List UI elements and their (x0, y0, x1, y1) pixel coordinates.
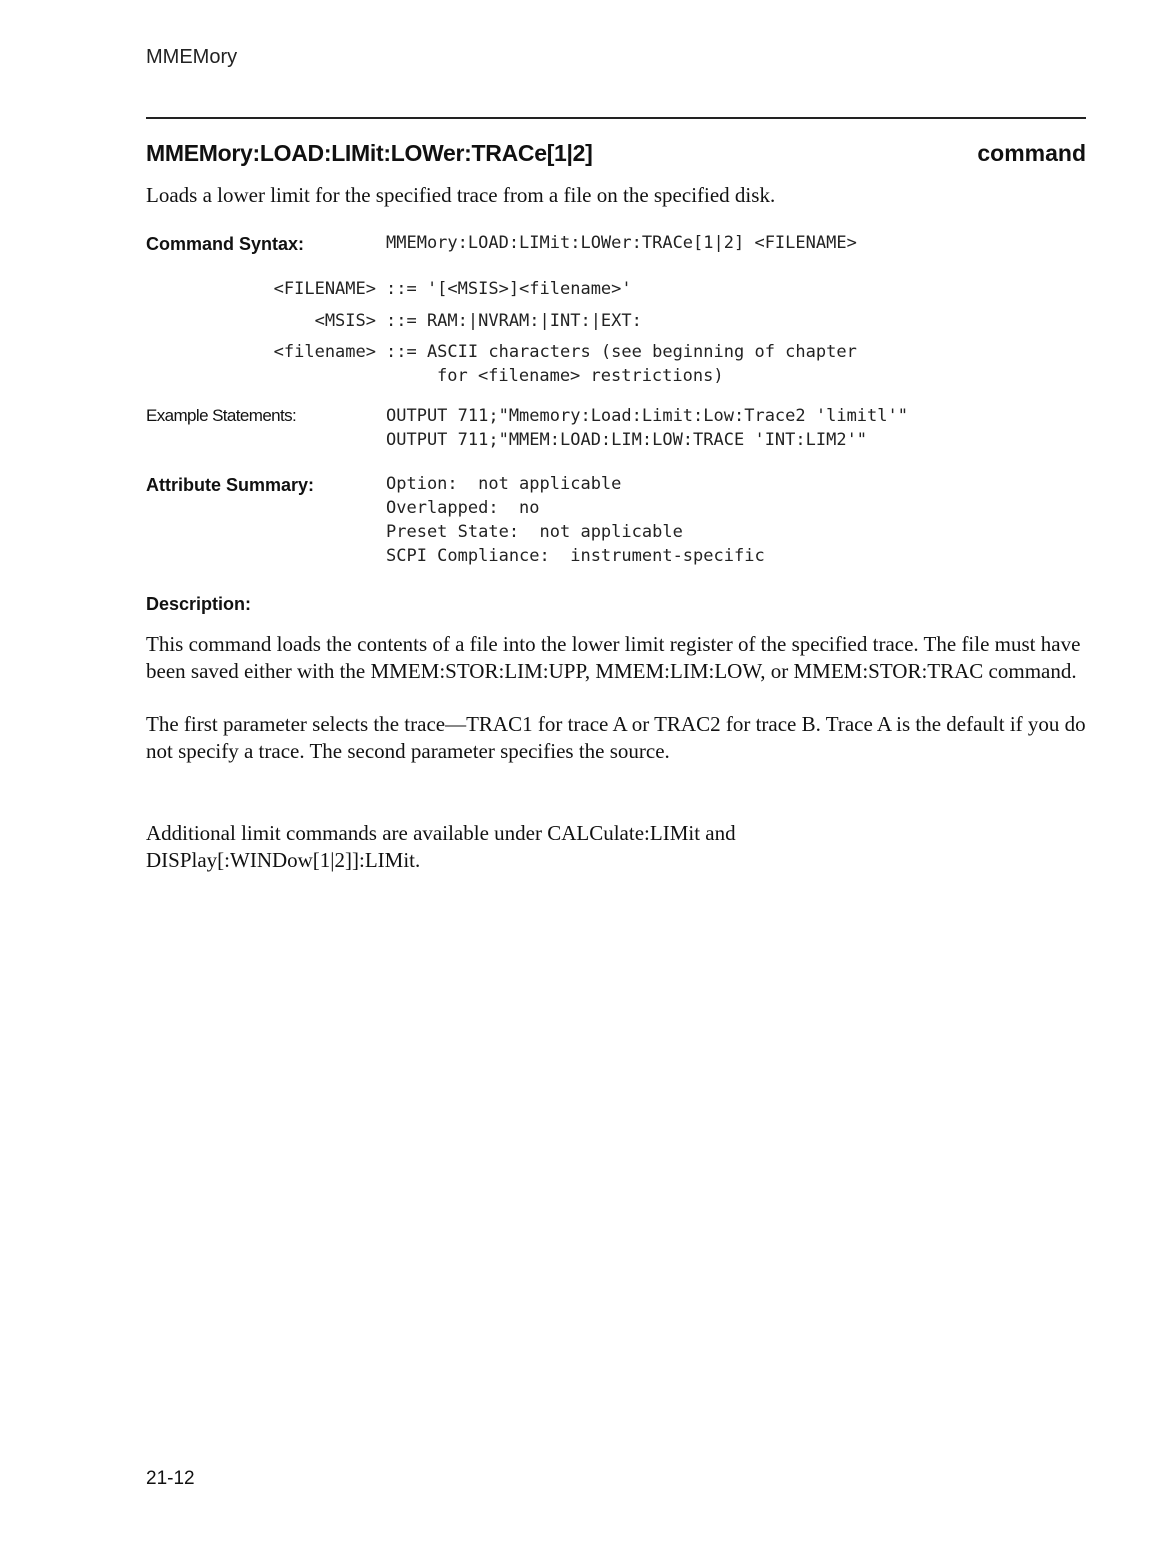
examples-label: Example Statements: (146, 406, 297, 425)
syntax-label: Command Syntax: (146, 234, 305, 254)
command-title: MMEMory:LOAD:LIMit:LOWer:TRACe[1|2] (146, 140, 593, 166)
grammar-definition-msis: ::= RAM:|NVRAM:|INT:|EXT: (386, 311, 642, 331)
grammar-term-filename-upper: <FILENAME> (273, 279, 376, 299)
grammar-definition-continuation: for <filename> restrictions) (437, 366, 724, 386)
description-label: Description: (146, 594, 252, 614)
page-number: 21-12 (146, 1468, 195, 1489)
attributes-label: Attribute Summary: (146, 475, 315, 495)
grammar-term-msis: <MSIS> (314, 311, 376, 331)
syntax-value: MMEMory:LOAD:LIMit:LOWer:TRACe[1|2] <FILENAME> (386, 233, 857, 253)
description-paragraph: The first parameter selects the trace—TRAC1 for trace A or TRAC2 for trace B. Trace A is the default if you do not specify a trace. The second parameter specifies the source. (146, 712, 1086, 763)
description-paragraph: Additional limit commands are available under CALCulate:LIMit and DISPlay[:WINDow[1|2]]:LIMit. (146, 821, 736, 872)
command-type-label: command (977, 140, 1086, 166)
running-header: MMEMory (146, 46, 238, 68)
header-rule (146, 117, 1086, 119)
attribute-line: SCPI Compliance: instrument-specific (386, 546, 765, 566)
description-paragraph: This command loads the contents of a file into the lower limit register of the specified trace. The file must have been saved either with the MMEM:STOR:LIM:UPP, MMEM:LIM:LOW, or MMEM:STOR:TRAC command. (146, 632, 1081, 683)
grammar-term-filename-lower: <filename> (273, 342, 376, 362)
grammar-definition-filename-lower: ::= ASCII characters (see beginning of chapter (386, 342, 857, 362)
command-summary: Loads a lower limit for the specified trace from a file on the specified disk. (146, 183, 776, 207)
attribute-line: Overlapped: no (386, 498, 540, 518)
attribute-line: Option: not applicable (386, 474, 622, 494)
example-statement: OUTPUT 711;"Mmemory:Load:Limit:Low:Trace2 'limitl'" (386, 406, 908, 426)
grammar-definition-filename-upper: ::= '[<MSIS>]<filename>' (386, 279, 632, 299)
example-statement: OUTPUT 711;"MMEM:LOAD:LIM:LOW:TRACE 'INT:LIM2'" (386, 430, 868, 450)
attribute-line: Preset State: not applicable (386, 522, 683, 542)
